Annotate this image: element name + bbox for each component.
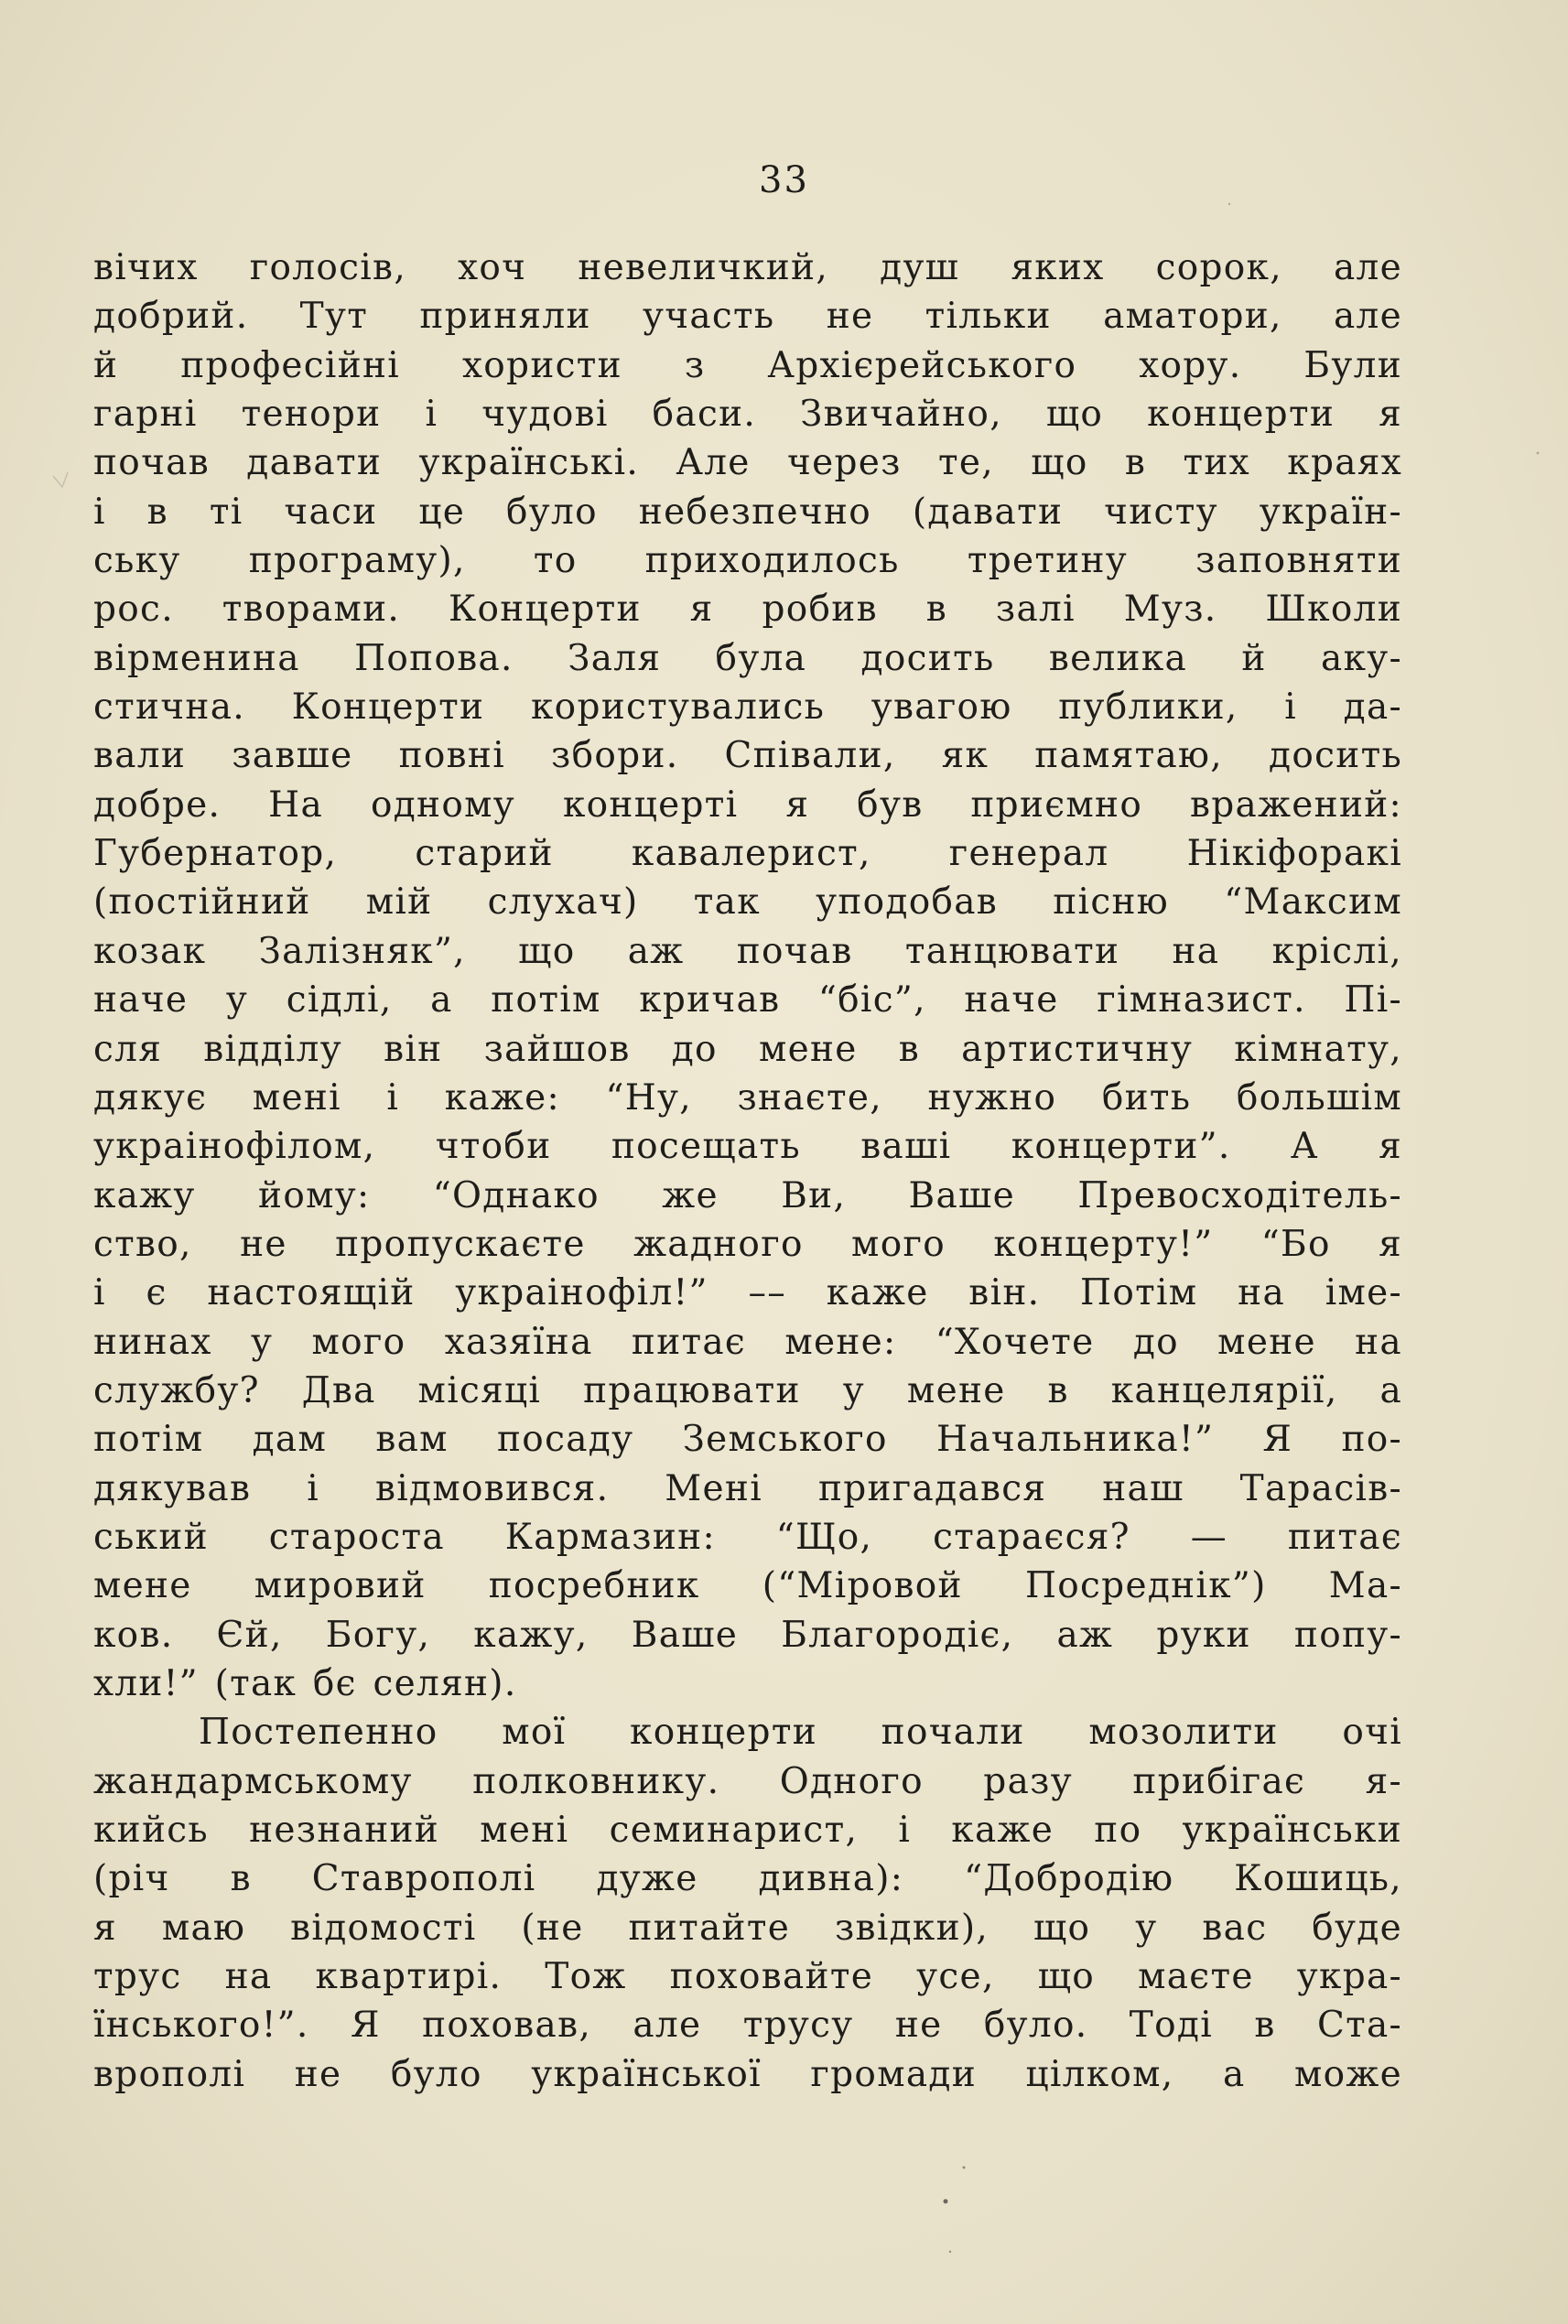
text-line: кийсь незнаний мені семинарист, і каже по українськи xyxy=(93,1810,1402,1851)
text-line: і є настоящій украінофіл!” –– каже він. Потім на іме- xyxy=(93,1272,1402,1314)
text-line: їнського!”. Я поховав, але трусу не було. Тоді в Ста- xyxy=(93,2005,1402,2047)
text-line: сля відділу він зайшов до мене в артистичну кімнату, xyxy=(93,1028,1402,1070)
text-line: я маю відомості (не питайте звідки), що у вас буде xyxy=(93,1907,1402,1949)
text-line: добре. На одному концерті я був приємно вражений: xyxy=(93,784,1402,826)
text-line: ський староста Кармазин: “Що, стараєся? — питає xyxy=(93,1516,1402,1558)
text-line: гарні тенори і чудові баси. Звичайно, що концерти я xyxy=(93,394,1402,436)
text-line: (постійний мій слухач) так уподобав пісню “Максим xyxy=(93,881,1402,924)
text-line: украінофілом, чтоби посещать ваші концерти”. А я xyxy=(93,1126,1402,1168)
body-text xyxy=(93,243,1402,2099)
text-line: врополі не було української громади цілком, а може xyxy=(93,2053,1402,2095)
text-line: нинах у мого хазяїна питає мене: “Хочете до мене на xyxy=(93,1321,1402,1363)
text-line: вали завше повні збори. Співали, як памятаю, досить xyxy=(93,735,1402,777)
text-line: вічих голосів, хоч невеличкий, душ яких сорок, але xyxy=(93,247,1402,288)
text-line: стична. Концерти користувались увагою публики, і да- xyxy=(93,686,1402,729)
text-line: добрий. Тут приняли участь не тільки аматори, але xyxy=(93,296,1402,338)
text-line: ков. Єй, Богу, кажу, Ваше Благородіє, аж руки попу- xyxy=(93,1614,1402,1656)
text-line: й професійні хористи з Архієрейського хору. Були xyxy=(93,344,1402,386)
text-line: жандармському полковнику. Одного разу прибігає я- xyxy=(93,1760,1402,1802)
text-line: потім дам вам посаду Земського Начальника!” Я по- xyxy=(93,1419,1402,1461)
text-line: козак Залізняк”, що аж почав танцювати на кріслі, xyxy=(93,930,1402,972)
text-line: ську програму), то приходилось третину заповняти xyxy=(93,540,1402,582)
text-line: мене мировий посребник (“Міровой Посреднік”) Ма- xyxy=(93,1565,1402,1607)
text-line: дякував і відмовився. Мені пригадався наш Тарасів- xyxy=(93,1467,1402,1509)
text-line: (річ в Ставрополі дуже дивна): “Добродію Кошиць, xyxy=(93,1858,1402,1900)
text-line: службу? Два місяці працювати у мене в канцелярії, а xyxy=(93,1369,1402,1411)
paragraph-end-line: хли!” (так бє селян). xyxy=(93,1662,517,1704)
text-line: почав давати українські. Але через те, що в тих краях xyxy=(93,442,1402,484)
page-number: 33 xyxy=(759,159,809,201)
text-line: наче у сідлі, а потім кричав “біс”, наче гімназист. Пі- xyxy=(93,979,1402,1021)
text-line: Губернатор, старий кавалерист, генерал Нікіфоракі xyxy=(93,833,1402,875)
text-line: ство, не пропускаєте жадного мого концерту!” “Бо я xyxy=(93,1223,1402,1265)
text-line: дякує мені і каже: “Ну, знаєте, нужно бить большім xyxy=(93,1076,1402,1119)
paragraph-start-line: Постепенно мої концерти почали мозолити очі xyxy=(199,1712,1402,1754)
text-line: рос. творами. Концерти я робив в залі Муз. Школи xyxy=(93,589,1402,631)
text-line: трус на квартирі. Тож поховайте усе, що маєте укра- xyxy=(93,1956,1402,1998)
text-line: вірменина Попова. Заля була досить велика й аку- xyxy=(93,637,1402,679)
text-line: і в ті часи це було небезпечно (давати чисту україн- xyxy=(93,491,1402,533)
text-line: кажу йому: “Однако же Ви, Ваше Превосходітель- xyxy=(93,1174,1402,1216)
